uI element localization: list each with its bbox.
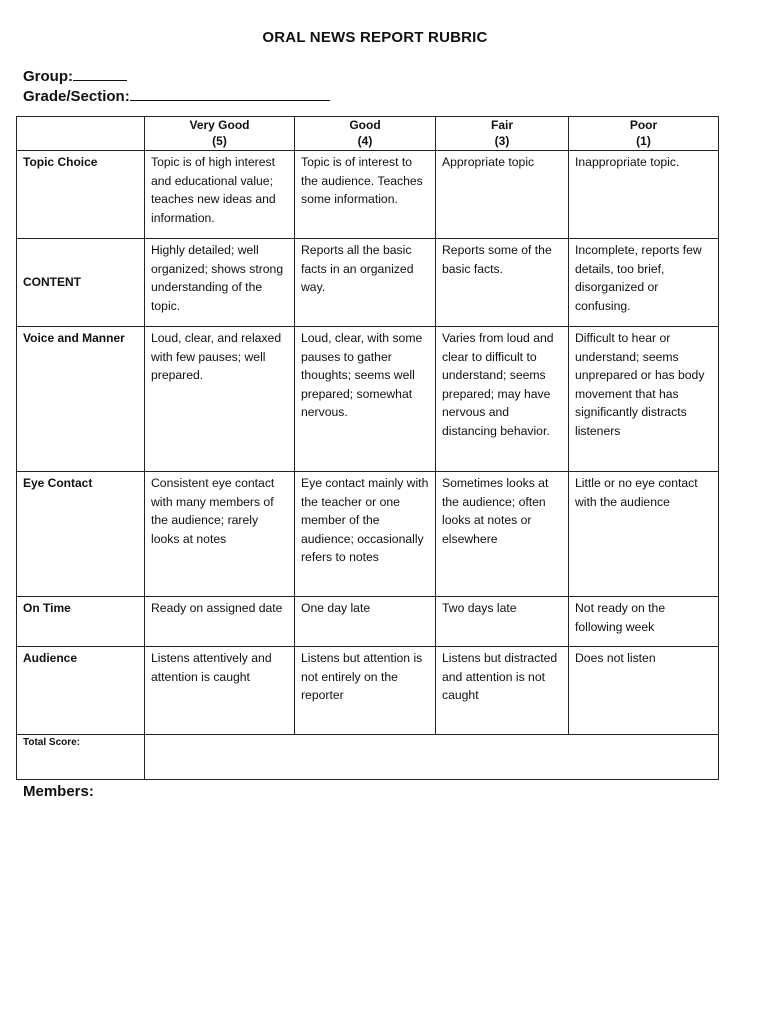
header-poor: [569, 117, 719, 151]
group-blank-line[interactable]: [73, 66, 127, 81]
table-cell: Little or no eye contact with the audience: [569, 472, 719, 597]
table-cell: Reports all the basic facts in an organized way.: [295, 239, 436, 327]
row-label-voice-and-manner: Voice and Manner: [17, 327, 145, 472]
row-label-on-time: On Time: [17, 597, 145, 647]
table-cell: Consistent eye contact with many members of the audience; rarely looks at notes: [145, 472, 295, 597]
table-cell: Not ready on the following week: [569, 597, 719, 647]
table-cell: Loud, clear, and relaxed with few pauses; well prepared.: [145, 327, 295, 472]
header-very-good-name: Very Good: [189, 118, 250, 132]
grade-section-blank-line[interactable]: [130, 86, 330, 101]
total-score-row: [17, 735, 719, 780]
table-cell: Incomplete, reports few details, too brief, disorganized or confusing.: [569, 239, 719, 327]
table-cell: Sometimes looks at the audience; often looks at notes or elsewhere: [436, 472, 569, 597]
row-label-audience: Audience: [17, 647, 145, 735]
table-cell: Appropriate topic: [436, 151, 569, 239]
table-cell: Listens but attention is not entirely on the reporter: [295, 647, 436, 735]
table-row: [17, 151, 719, 239]
header-row: [17, 117, 719, 151]
group-label: Group:: [23, 68, 73, 85]
header-good-name: Good: [349, 118, 381, 132]
header-fair-score: (3): [494, 133, 510, 148]
table-cell: Topic is of high interest and educational value; teaches new ideas and information.: [145, 151, 295, 239]
table-row: [17, 647, 719, 735]
total-score-label: Total Score:: [17, 735, 145, 780]
table-cell: Reports some of the basic facts.: [436, 239, 569, 327]
table-row: [17, 597, 719, 647]
grade-section-label: Grade/Section:: [23, 88, 130, 105]
rubric-table: [16, 116, 719, 780]
table-row: [17, 327, 719, 472]
header-fair-name: Fair: [490, 118, 513, 132]
table-cell: Listens but distracted and attention is not caught: [436, 647, 569, 735]
total-score-cell[interactable]: [145, 735, 719, 780]
table-cell: Inappropriate topic.: [569, 151, 719, 239]
table-cell: Topic is of interest to the audience. Teaches some information.: [295, 151, 436, 239]
table-cell: Varies from loud and clear to difficult to understand; seems prepared; may have nervous and distancing behavior.: [436, 327, 569, 472]
table-cell: Two days late: [436, 597, 569, 647]
row-label-topic-choice: Topic Choice: [17, 151, 145, 239]
table-cell: Difficult to hear or understand; seems unprepared or has body movement that has significantly distracts listeners: [569, 327, 719, 472]
group-field: [23, 66, 127, 85]
header-poor-score: (1): [636, 133, 651, 148]
header-good-score: (4): [357, 133, 373, 148]
page-title: ORAL NEWS REPORT RUBRIC: [262, 29, 488, 46]
table-cell: Loud, clear, with some pauses to gather thoughts; seems well prepared; somewhat nervous.: [295, 327, 436, 472]
header-very-good: [145, 117, 295, 151]
table-cell: Does not listen: [569, 647, 719, 735]
table-cell: Eye contact mainly with the teacher or one member of the audience; occasionally refers to notes: [295, 472, 436, 597]
members-label: Members:: [23, 783, 94, 800]
table-row: [17, 472, 719, 597]
table-cell: Listens attentively and attention is caught: [145, 647, 295, 735]
table-cell: Ready on assigned date: [145, 597, 295, 647]
table-cell: One day late: [295, 597, 436, 647]
row-label-content: CONTENT: [17, 239, 145, 327]
header-poor-name: Poor: [629, 118, 658, 132]
grade-section-field: [23, 86, 330, 105]
header-very-good-score: (5): [212, 133, 227, 148]
table-cell: Highly detailed; well organized; shows strong understanding of the topic.: [145, 239, 295, 327]
header-fair: [436, 117, 569, 151]
table-row: [17, 239, 719, 327]
row-label-eye-contact: Eye Contact: [17, 472, 145, 597]
header-good: [295, 117, 436, 151]
header-corner-cell: [17, 117, 145, 151]
